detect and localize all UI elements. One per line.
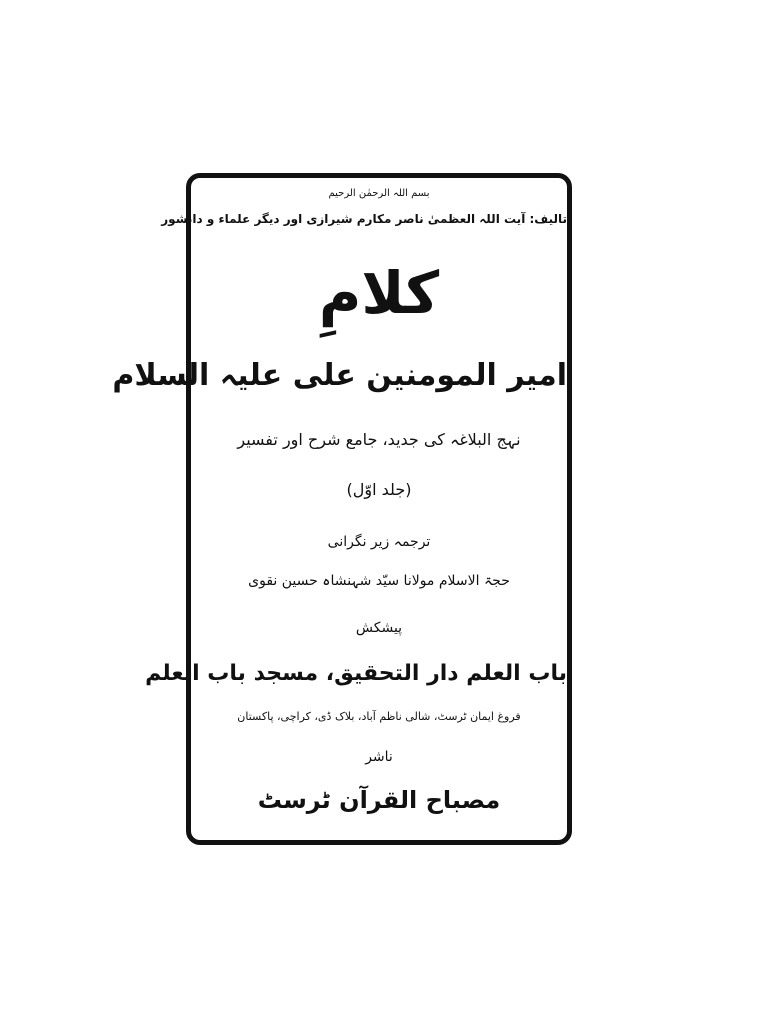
volume-label: (جلد اوّل) xyxy=(346,480,412,499)
bismillah-text: بسم اللہ الرحمٰن الرحیم xyxy=(328,188,430,199)
organization-name: باب العلم دار التحقیق، مسجد باب العلم xyxy=(145,661,567,686)
translation-label: ترجمہ زیر نگرانی xyxy=(327,534,431,550)
translator-name: حجۃ الاسلام مولانا سیّد شہنشاہ حسین نقوی xyxy=(248,573,510,589)
organization-address: فروغ ایمان ٹرسٹ، شالی ناظم آباد، بلاک ڈی، کراچی، پاکستان xyxy=(237,710,521,723)
publisher-label: ناشر xyxy=(365,749,393,765)
presented-label: پیشکش xyxy=(355,620,403,636)
publisher-name: مصباح القرآن ٹرسٹ xyxy=(257,786,501,814)
book-subtitle: امیر المومنین علی علیہ السلام xyxy=(112,358,567,393)
book-description: نہج البلاغہ کی جدید، جامع شرح اور تفسیر xyxy=(237,430,521,449)
cover-frame xyxy=(112,173,572,845)
book-title: کلامِ xyxy=(318,259,440,327)
author-line: تالیف: آیت اللہ العظمیٰ ناصر مکارم شیرازی اور دیگر علماء و دانشور xyxy=(161,212,567,226)
